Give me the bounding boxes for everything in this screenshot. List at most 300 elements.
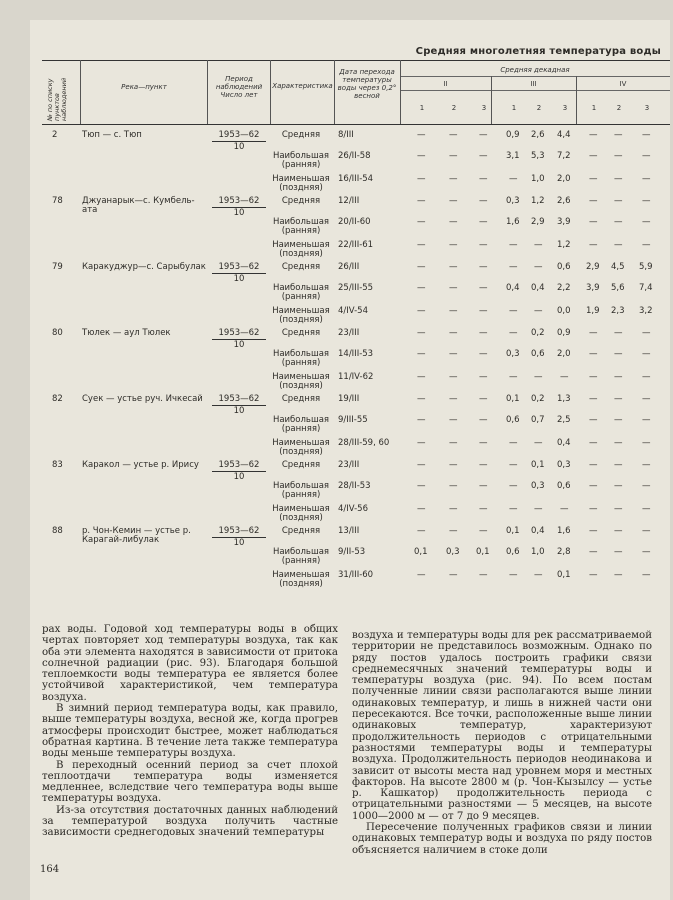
row-value: — [589, 328, 598, 338]
row-value: — [614, 438, 623, 448]
decade-header: 1 [511, 104, 517, 112]
row-value: — [449, 283, 458, 293]
month-header: II [443, 80, 448, 88]
row-value: — [417, 240, 426, 250]
row-value: — [642, 438, 651, 448]
row-value: 0,1 [506, 394, 520, 404]
row-value: — [479, 372, 488, 382]
row-value: — [479, 481, 488, 491]
row-value: — [417, 504, 426, 514]
text-paragraph: Пересечение полученных графиков связи и линии одинаковых температур воды и воздуха по ряду постов объясняется наличием в стоке доли [352, 822, 652, 856]
row-value: 0,3 [531, 481, 545, 491]
decade-header: 2 [451, 104, 457, 112]
row-value: — [614, 547, 623, 557]
row-value: — [417, 306, 426, 316]
row-value: — [589, 460, 598, 470]
row-value: — [417, 394, 426, 404]
row-value: — [449, 130, 458, 140]
row-value: — [449, 415, 458, 425]
header-period-line2: Число лет [220, 91, 258, 99]
row-value: — [449, 570, 458, 580]
row-value: — [479, 328, 488, 338]
row-value: — [509, 570, 518, 580]
row-value: — [479, 504, 488, 514]
row-value: 2,6 [531, 130, 545, 140]
row-river: Тюлек — аул Тюлек [82, 328, 171, 338]
row-characteristic: Средняя [281, 196, 321, 206]
row-date: 26/II-58 [338, 151, 371, 161]
row-date: 4/IV-56 [338, 504, 368, 514]
row-period-count: 10 [233, 538, 245, 548]
row-value: — [449, 394, 458, 404]
row-value: 3,1 [506, 151, 520, 161]
row-value: — [642, 460, 651, 470]
row-period-years: 1953—62 [218, 130, 260, 140]
row-value: 0,2 [531, 328, 545, 338]
row-value: — [614, 240, 623, 250]
row-value: — [479, 174, 488, 184]
row-value: — [534, 372, 543, 382]
row-value: — [417, 526, 426, 536]
row-value: 1,6 [557, 526, 571, 536]
text-paragraph: Из-за отсутствия достаточных данных наблюдений за температурой воздуха получить частные зависимости среднегодовых значений температуры [42, 804, 338, 839]
decade-header: 1 [419, 104, 425, 112]
row-value: — [589, 349, 598, 359]
row-date: 9/III-55 [338, 415, 368, 425]
row-characteristic: Средняя [281, 130, 321, 140]
table-header-bottom-rule [42, 124, 670, 125]
row-value: 0,1 [506, 526, 520, 536]
row-value: — [642, 415, 651, 425]
row-value: — [534, 262, 543, 272]
row-value: 0,4 [531, 283, 545, 293]
row-value: — [449, 174, 458, 184]
row-date: 9/II-53 [338, 547, 366, 557]
text-paragraph: воздуха и температуры воды для рек рассматриваемой территории не представилось возможным. Однако по ряду постов удалось построить графики связи среднемесячных значений температуры воды и температуры воздуха (рис. 94). По всем постам полученные линии связи располагаются выше линии одинаковых температур, и лишь в нижней части они пересекаются. Все точки, расположенные выше линии одинаковых температур, характеризуют продолжительность периодов с отрицательными разностями температуры воды и температуры воздуха. Продолжительность периодов неодинакова и зависит от высоты места над уровнем моря и местных факторов. На высоте 2800 м (р. Чон-Кызылсу — устье р. Кашкатор) продолжительность периода с отрицательными разностями — 5 месяцев, на высоте 1000—2000 м — от 7 до 9 месяцев. [352, 630, 652, 822]
row-value: 4,4 [557, 130, 571, 140]
row-value: — [479, 130, 488, 140]
row-date: 23/III [338, 328, 360, 338]
row-value: — [417, 460, 426, 470]
row-value: — [614, 415, 623, 425]
row-value: — [614, 460, 623, 470]
row-period [212, 131, 266, 152]
row-characteristic: Средняя [281, 262, 321, 272]
row-value: — [449, 262, 458, 272]
row-period-count: 10 [233, 142, 245, 152]
row-num: 80 [52, 328, 63, 338]
row-value: — [614, 372, 623, 382]
row-value: — [479, 394, 488, 404]
row-value: — [589, 372, 598, 382]
row-value: — [509, 438, 518, 448]
row-value: — [642, 174, 651, 184]
row-value: — [614, 196, 623, 206]
row-date: 26/III [338, 262, 360, 272]
row-value: — [417, 217, 426, 227]
row-value: — [449, 481, 458, 491]
header-divider [270, 60, 271, 124]
row-value: 0,6 [557, 481, 571, 491]
row-value: 2,9 [586, 262, 600, 272]
row-value: 0,3 [446, 547, 460, 557]
row-value: 0,1 [414, 547, 428, 557]
row-value: — [449, 438, 458, 448]
row-value: — [479, 217, 488, 227]
row-characteristic: Наименьшая (поздняя) [272, 504, 330, 523]
row-value: — [479, 460, 488, 470]
row-value: 0,9 [506, 130, 520, 140]
row-value: — [449, 196, 458, 206]
row-value: 0,3 [506, 349, 520, 359]
row-value: 0,2 [531, 394, 545, 404]
text-paragraph: рах воды. Годовой ход температуры воды в общих чертах повторяет ход температуры воздуха, так как оба эти элемента находятся в зависимости от притока солнечной радиации (рис. 93). Благодаря большой теплоемкости воды температура ее является более устойчивой характеристикой, чем температура воздуха. [42, 624, 338, 703]
decade-header: 3 [562, 104, 568, 112]
row-period [212, 461, 266, 482]
row-period-years: 1953—62 [218, 460, 260, 470]
page-number: 164 [40, 864, 60, 875]
row-value: — [479, 196, 488, 206]
row-value: — [479, 262, 488, 272]
row-value: 1,0 [531, 174, 545, 184]
row-date: 20/II-60 [338, 217, 371, 227]
row-value: — [479, 415, 488, 425]
row-value: — [614, 217, 623, 227]
row-period [212, 395, 266, 416]
header-divider [80, 60, 81, 124]
row-value: — [614, 481, 623, 491]
row-value: — [449, 504, 458, 514]
row-value: — [479, 526, 488, 536]
row-value: — [642, 217, 651, 227]
row-value: 4,5 [611, 262, 625, 272]
row-value: — [560, 372, 569, 382]
row-characteristic: Наибольшая (ранняя) [272, 349, 330, 368]
row-value: — [509, 306, 518, 316]
row-characteristic: Наибольшая (ранняя) [272, 415, 330, 434]
row-value: 2,3 [611, 306, 625, 316]
row-value: 3,2 [639, 306, 653, 316]
row-value: — [589, 547, 598, 557]
row-num: 78 [52, 196, 63, 206]
row-value: 3,9 [557, 217, 571, 227]
row-value: — [417, 570, 426, 580]
row-characteristic: Средняя [281, 328, 321, 338]
row-value: 7,4 [639, 283, 653, 293]
row-value: — [417, 349, 426, 359]
row-value: — [417, 262, 426, 272]
row-period-years: 1953—62 [218, 526, 260, 536]
row-value: — [509, 460, 518, 470]
row-value: 7,2 [557, 151, 571, 161]
row-period-count: 10 [233, 340, 245, 350]
row-value: — [449, 217, 458, 227]
row-value: — [417, 481, 426, 491]
row-value: — [534, 504, 543, 514]
row-value: — [417, 328, 426, 338]
row-value: — [479, 438, 488, 448]
row-value: — [614, 526, 623, 536]
row-value: — [642, 151, 651, 161]
row-value: — [417, 438, 426, 448]
row-value: — [642, 196, 651, 206]
row-period-count: 10 [233, 472, 245, 482]
row-value: — [534, 306, 543, 316]
row-value: — [642, 328, 651, 338]
row-value: 2,0 [557, 349, 571, 359]
row-value: 1,2 [557, 240, 571, 250]
row-period-years: 1953—62 [218, 328, 260, 338]
row-value: — [589, 394, 598, 404]
row-date: 22/III-61 [338, 240, 374, 250]
row-num: 88 [52, 526, 63, 536]
row-value: 0,1 [476, 547, 490, 557]
row-characteristic: Средняя [281, 526, 321, 536]
row-period-count: 10 [233, 274, 245, 284]
row-value: 0,9 [557, 328, 571, 338]
row-value: — [534, 438, 543, 448]
row-value: — [417, 372, 426, 382]
text-paragraph: В переходный осенний период за счет плохой теплоотдачи температура воды изменяется медленнее, вследствие чего температура воды выше температуры воздуха. [42, 759, 338, 805]
row-value: — [614, 394, 623, 404]
row-value: 0,3 [557, 460, 571, 470]
row-value: — [589, 240, 598, 250]
row-value: — [589, 151, 598, 161]
row-value: — [642, 240, 651, 250]
row-value: — [642, 349, 651, 359]
row-value: — [479, 570, 488, 580]
page-header-title: Средняя многолетняя температура воды [415, 46, 661, 57]
row-characteristic: Наибольшая (ранняя) [272, 481, 330, 500]
row-value: 0,6 [557, 262, 571, 272]
row-value: 1,6 [506, 217, 520, 227]
row-value: 1,0 [531, 547, 545, 557]
row-date: 8/III [338, 130, 354, 140]
row-date: 28/II-53 [338, 481, 371, 491]
month-header: IV [619, 80, 627, 88]
row-value: 3,9 [586, 283, 600, 293]
row-value: — [642, 504, 651, 514]
row-characteristic: Наибольшая (ранняя) [272, 151, 330, 170]
row-date: 13/III [338, 526, 360, 536]
row-value: — [642, 526, 651, 536]
row-value: — [560, 504, 569, 514]
decade-header: 2 [536, 104, 542, 112]
row-value: — [589, 438, 598, 448]
row-value: — [589, 174, 598, 184]
row-value: — [509, 481, 518, 491]
row-value: 0,0 [557, 306, 571, 316]
row-characteristic: Средняя [281, 460, 321, 470]
row-period [212, 197, 266, 218]
text-column-right [352, 630, 652, 856]
row-value: — [417, 130, 426, 140]
row-characteristic: Наибольшая (ранняя) [272, 283, 330, 302]
row-period-years: 1953—62 [218, 394, 260, 404]
row-value: — [642, 547, 651, 557]
row-value: — [589, 481, 598, 491]
row-value: — [589, 217, 598, 227]
row-date: 11/IV-62 [338, 372, 374, 382]
row-value: 1,9 [586, 306, 600, 316]
row-value: — [449, 240, 458, 250]
row-value: 0,4 [557, 438, 571, 448]
row-value: — [509, 240, 518, 250]
row-value: — [449, 151, 458, 161]
row-value: 5,9 [639, 262, 653, 272]
row-value: — [509, 504, 518, 514]
row-value: — [449, 328, 458, 338]
row-value: — [449, 526, 458, 536]
text-column-left [42, 624, 338, 839]
row-characteristic: Наименьшая (поздняя) [272, 174, 330, 193]
row-period [212, 527, 266, 548]
row-date: 14/III-53 [338, 349, 374, 359]
row-num: 83 [52, 460, 63, 470]
header-period-line1: Период наблюдений [215, 75, 263, 91]
row-value: — [534, 240, 543, 250]
row-value: — [534, 570, 543, 580]
row-period [212, 329, 266, 350]
row-value: 5,3 [531, 151, 545, 161]
row-value: 0,6 [506, 415, 520, 425]
row-value: — [642, 372, 651, 382]
row-num: 2 [52, 130, 58, 140]
row-value: — [417, 196, 426, 206]
row-value: — [614, 328, 623, 338]
row-value: 1,2 [531, 196, 545, 206]
row-value: — [642, 570, 651, 580]
row-value: — [642, 130, 651, 140]
row-characteristic: Наименьшая (поздняя) [272, 372, 330, 391]
row-river: Каракол — устье р. Ирису [82, 460, 199, 470]
row-value: 0,1 [531, 460, 545, 470]
row-characteristic: Наибольшая (ранняя) [272, 547, 330, 566]
row-date: 25/III-55 [338, 283, 374, 293]
row-characteristic: Наибольшая (ранняя) [272, 217, 330, 236]
month-rule [400, 90, 670, 91]
header-decade-group-label: Средняя декадная [500, 66, 570, 74]
row-value: 0,7 [531, 415, 545, 425]
row-value: — [589, 570, 598, 580]
row-value: 0,4 [531, 526, 545, 536]
decade-header: 2 [616, 104, 622, 112]
row-value: — [589, 415, 598, 425]
row-value: — [614, 349, 623, 359]
text-paragraph: В зимний период температура воды, как правило, выше температуры воздуха, весной же, когда прогрев атмосферы происходит быстрее, может наблюдаться обратная картина. В течение лета также температура воды меньше температуры воздуха. [42, 703, 338, 760]
row-value: — [479, 151, 488, 161]
row-period-years: 1953—62 [218, 196, 260, 206]
row-river: Каракуджур—с. Сарыбулак [82, 262, 206, 272]
row-characteristic: Наименьшая (поздняя) [272, 438, 330, 457]
row-river: Суек — устье руч. Ичкесай [82, 394, 203, 404]
row-value: 2,9 [531, 217, 545, 227]
row-value: — [614, 151, 623, 161]
row-value: — [479, 349, 488, 359]
row-value: — [614, 174, 623, 184]
row-value: — [509, 372, 518, 382]
row-characteristic: Наименьшая (поздняя) [272, 306, 330, 325]
row-value: 0,3 [506, 196, 520, 206]
row-value: 2,2 [557, 283, 571, 293]
row-value: 2,0 [557, 174, 571, 184]
header-date-label: Дата перехода температуры воды через 0,2° весной [337, 68, 397, 100]
decade-header: 1 [591, 104, 597, 112]
row-value: 0,6 [506, 547, 520, 557]
row-value: — [589, 504, 598, 514]
row-value: — [479, 306, 488, 316]
row-num: 82 [52, 394, 63, 404]
row-date: 19/III [338, 394, 360, 404]
header-period-label [208, 75, 270, 99]
row-date: 4/IV-54 [338, 306, 368, 316]
row-value: — [642, 481, 651, 491]
row-date: 31/III-60 [338, 570, 374, 580]
row-value: 0,4 [506, 283, 520, 293]
row-value: — [479, 283, 488, 293]
table-top-rule [42, 60, 670, 61]
header-num-label: № по списку пунктов наблюдений [46, 77, 68, 121]
row-river: Джуанарык—с. Кумбель-ата [82, 196, 195, 215]
row-date: 28/III-59, 60 [338, 438, 390, 448]
row-value: — [509, 262, 518, 272]
decade-header: 3 [481, 104, 487, 112]
row-value: — [449, 306, 458, 316]
row-value: — [479, 240, 488, 250]
decade-header: 3 [644, 104, 650, 112]
row-period-count: 10 [233, 406, 245, 416]
row-date: 12/III [338, 196, 360, 206]
row-value: — [417, 174, 426, 184]
row-value: 5,6 [611, 283, 625, 293]
row-period-count: 10 [233, 208, 245, 218]
row-value: — [589, 196, 598, 206]
row-value: — [449, 349, 458, 359]
row-river: р. Чон-Кемин — устье р. Карагай-либулак [82, 526, 191, 545]
row-value: — [614, 130, 623, 140]
row-value: 2,8 [557, 547, 571, 557]
row-value: — [642, 394, 651, 404]
row-characteristic: Средняя [281, 394, 321, 404]
row-value: — [509, 174, 518, 184]
row-date: 16/III-54 [338, 174, 374, 184]
row-value: — [449, 372, 458, 382]
row-period-years: 1953—62 [218, 262, 260, 272]
row-value: — [417, 415, 426, 425]
row-num: 79 [52, 262, 63, 272]
row-characteristic: Наименьшая (поздняя) [272, 570, 330, 589]
header-char-label: Характеристика [272, 82, 333, 90]
header-river-label: Река—пункт [121, 83, 167, 91]
month-header: III [530, 80, 537, 88]
row-value: — [589, 526, 598, 536]
row-value: — [417, 283, 426, 293]
row-value: — [509, 328, 518, 338]
row-value: — [449, 460, 458, 470]
row-value: 0,6 [531, 349, 545, 359]
row-value: 1,3 [557, 394, 571, 404]
row-value: 0,1 [557, 570, 571, 580]
row-value: — [589, 130, 598, 140]
row-date: 23/III [338, 460, 360, 470]
decade-group-rule [400, 76, 670, 77]
row-value: — [417, 151, 426, 161]
row-value: 2,6 [557, 196, 571, 206]
row-value: 2,5 [557, 415, 571, 425]
row-river: Тюп — с. Тюп [82, 130, 142, 140]
row-value: — [614, 570, 623, 580]
row-period [212, 263, 266, 284]
